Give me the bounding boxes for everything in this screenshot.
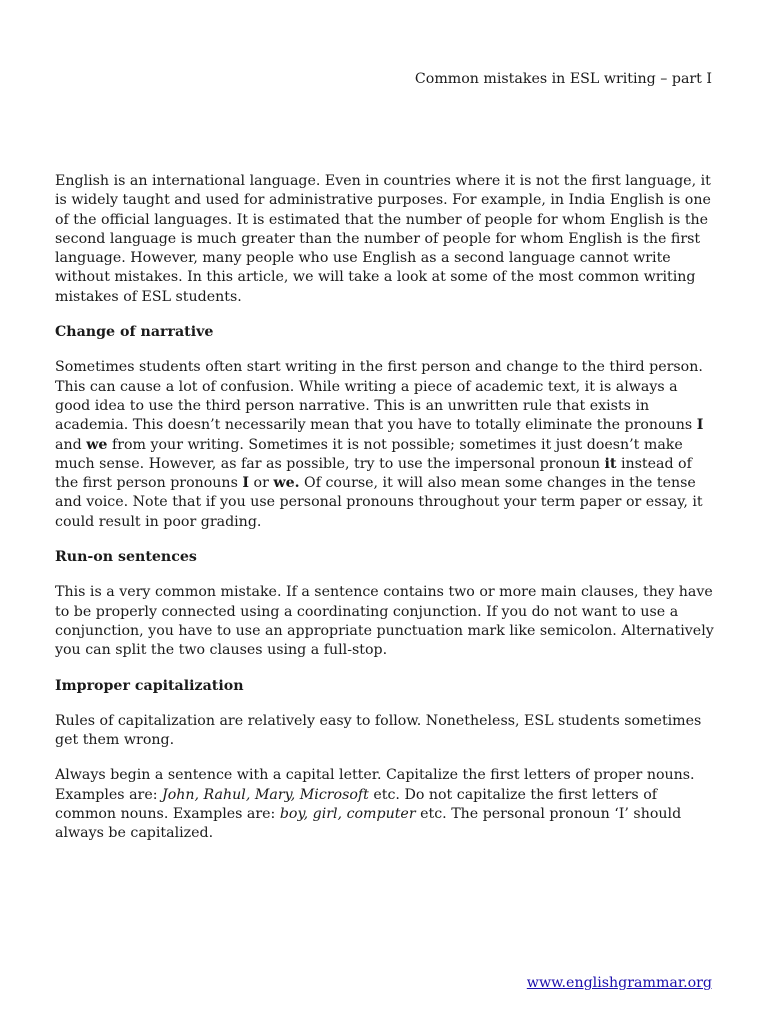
bold-pronoun: I [696, 417, 704, 434]
bold-pronoun: we. [273, 475, 300, 492]
article-body [55, 172, 715, 860]
bold-pronoun: I [242, 475, 250, 492]
text-run: etc. Do not capitalize the first letters of common nouns. Examples are: [55, 786, 657, 823]
text-run: from your writing. Sometimes it is not possible; sometimes it just doesn’t make much sense. However, as far as possible, try to use the impersonal pronoun [55, 436, 683, 472]
intro-paragraph: English is an international language. Even in countries where it is not the first language, it is widely taught and used for administrative purposes. For example, in India English is one of the official languages. It is estimated that the number of people for whom English is the second language is much greater than the number of people for whom English is the first language. However, many people who use English as a second language cannot write without mistakes. In this article, we will take a look at some of the most common writing mistakes of ESL students. [55, 173, 711, 305]
section-heading-runon: Run-on sentences [55, 549, 197, 566]
text-run: Sometimes students often start writing in the first person and change to the third person. This can cause a lot of confusion. While writing a piece of academic text, it is always a good idea to use the third person narrative. This is an unwritten rule that exists in academia. This doesn’t necessarily mean that you have to totally eliminate the pronouns [55, 359, 703, 434]
text-run: Of course, it will also mean some changes in the tense and voice. Note that if you use personal pronouns throughout your term paper or essay, it could result in poor grading. [55, 475, 703, 530]
page-header-title: Common mistakes in ESL writing – part I [414, 71, 712, 87]
bold-pronoun: it [604, 455, 617, 472]
narrative-paragraph [55, 358, 715, 532]
text-run: or [249, 475, 274, 492]
bold-pronoun: we [86, 436, 108, 453]
text-run: instead of the first person pronouns [55, 455, 692, 492]
italic-examples: John, Rahul, Mary, Microsoft [162, 786, 369, 803]
footer-site-link[interactable]: www.englishgrammar.org [526, 975, 712, 991]
text-run: etc. The personal pronoun ‘I’ should always be capitalized. [55, 806, 682, 842]
runon-paragraph: This is a very common mistake. If a sentence contains two or more main clauses, they have to be properly connected using a coordinating conjunction. If you do not want to use a conjunction, you have to use an appropriate punctuation mark like semicolon. Alternatively you can split the two clauses using a full-stop. [55, 584, 714, 659]
italic-examples: boy, girl, computer [279, 806, 416, 823]
section-heading-capitalization: Improper capitalization [55, 677, 244, 694]
capitalization-paragraph-1: Rules of capitalization are relatively easy to follow. Nonetheless, ESL students sometimes get them wrong. [55, 712, 702, 749]
text-run: and [55, 436, 87, 453]
section-heading-narrative: Change of narrative [55, 324, 214, 341]
text-run: Always begin a sentence with a capital letter. Capitalize the first letters of proper nouns. Examples are: [55, 767, 695, 803]
capitalization-paragraph-2 [55, 766, 715, 843]
